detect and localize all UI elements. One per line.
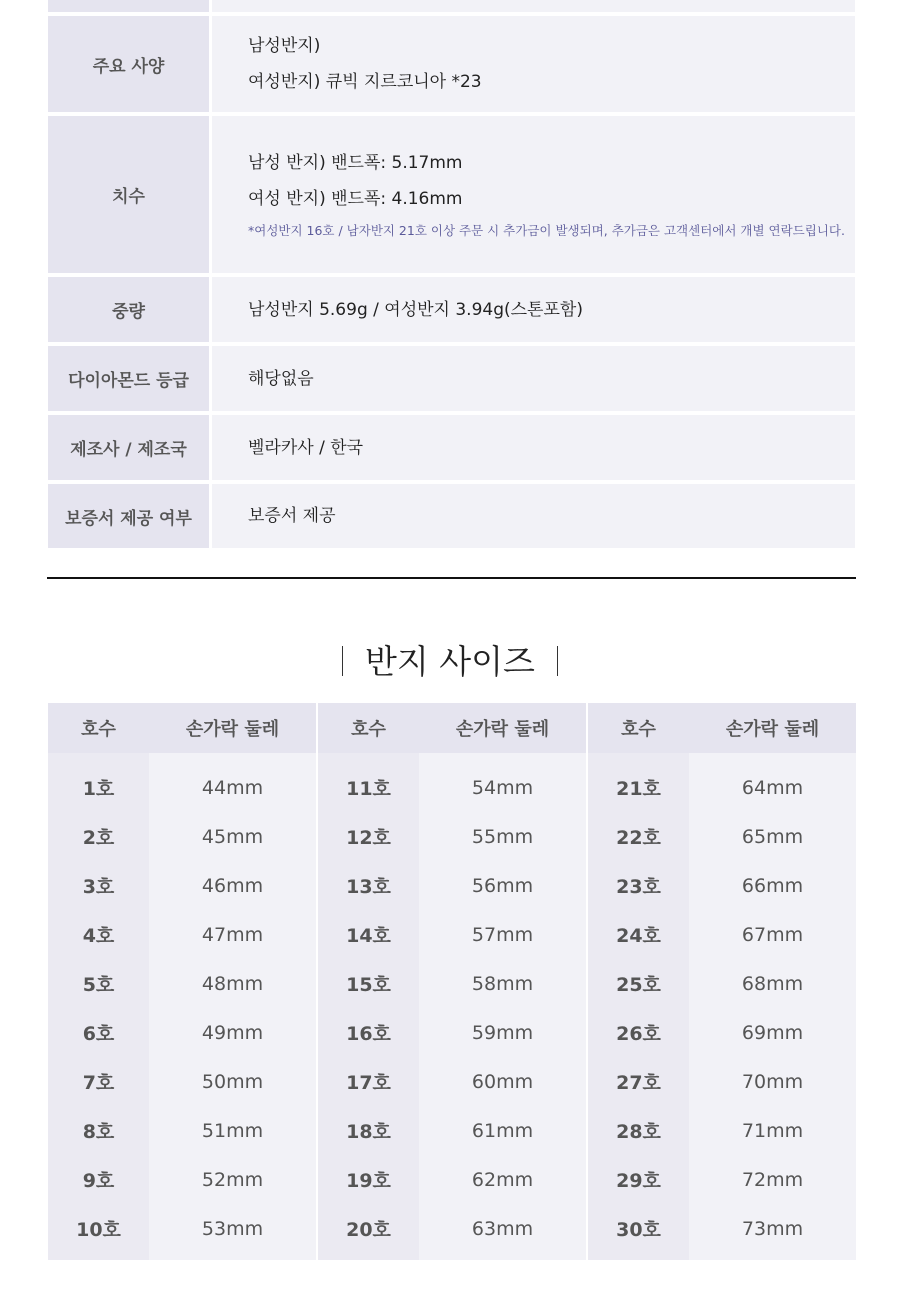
size-cell: 15호 xyxy=(346,974,391,996)
circumference-cell: 72mm xyxy=(741,1168,804,1191)
size-cell: 27호 xyxy=(616,1072,661,1094)
spec-line: 남성반지) xyxy=(248,36,321,56)
circumference-cell: 56mm xyxy=(471,874,534,897)
size-cell: 12호 xyxy=(346,827,391,849)
circumference-cell: 55mm xyxy=(471,825,534,848)
size-cell: 6호 xyxy=(82,1023,115,1045)
size-cell: 11호 xyxy=(346,778,391,800)
size-table-body xyxy=(588,753,856,1260)
spec-row-warranty xyxy=(48,484,855,548)
circumference-column xyxy=(149,753,316,1260)
circumference-cell: 69mm xyxy=(741,1021,804,1044)
size-cell: 14호 xyxy=(346,925,391,947)
size-table-header xyxy=(588,703,856,753)
circumference-cell: 70mm xyxy=(741,1070,804,1093)
size-cell: 10호 xyxy=(76,1219,121,1241)
size-header: 호수 xyxy=(81,719,116,740)
circumference-cell: 53mm xyxy=(201,1217,264,1240)
size-group xyxy=(48,703,316,1260)
size-cell: 4호 xyxy=(82,925,115,947)
size-cell: 16호 xyxy=(346,1023,391,1045)
circumference-cell: 49mm xyxy=(201,1021,264,1044)
size-cell: 18호 xyxy=(346,1121,391,1143)
size-table-header xyxy=(318,703,586,753)
size-cell: 9호 xyxy=(82,1170,115,1192)
circumference-cell: 64mm xyxy=(741,776,804,799)
size-cell: 28호 xyxy=(616,1121,661,1143)
spec-value xyxy=(212,277,855,342)
circumference-cell: 68mm xyxy=(741,972,804,995)
spec-row-diamond-grade xyxy=(48,346,855,415)
circumference-cell: 51mm xyxy=(201,1119,264,1142)
size-cell: 21호 xyxy=(616,778,661,800)
size-table-body xyxy=(48,753,316,1260)
ring-size-table xyxy=(48,703,856,1260)
circumference-cell: 52mm xyxy=(201,1168,264,1191)
size-cell: 17호 xyxy=(346,1072,391,1094)
circumference-cell: 48mm xyxy=(201,972,264,995)
size-table-header xyxy=(48,703,316,753)
size-group xyxy=(588,703,856,1260)
spec-row-weight xyxy=(48,277,855,346)
size-cell: 2호 xyxy=(82,827,115,849)
spec-value xyxy=(212,0,855,12)
spec-value xyxy=(212,346,855,411)
circumference-cell: 59mm xyxy=(471,1021,534,1044)
title-bar-right xyxy=(557,646,558,676)
product-spec-table xyxy=(48,0,855,548)
spec-value xyxy=(212,484,855,548)
size-cell: 22호 xyxy=(616,827,661,849)
spec-line: 남성 반지) 밴드폭: 5.17mm xyxy=(248,152,463,173)
circumference-cell: 73mm xyxy=(741,1217,804,1240)
spec-line: 해당없음 xyxy=(248,368,314,389)
size-column xyxy=(48,753,149,1260)
circumference-cell: 71mm xyxy=(741,1119,804,1142)
size-cell: 29호 xyxy=(616,1170,661,1192)
circumference-cell: 62mm xyxy=(471,1168,534,1191)
size-header: 호수 xyxy=(351,719,386,740)
title-bar-left xyxy=(342,646,343,676)
circumference-cell: 46mm xyxy=(201,874,264,897)
size-group xyxy=(318,703,586,1260)
size-header: 호수 xyxy=(621,719,656,740)
spec-note: *여성반지 16호 / 남자반지 21호 이상 주문 시 추가금이 발생되며, 추가금은 고객센터에서 개별 연락드립니다. xyxy=(248,222,845,238)
spec-label: 다이아몬드 등급 xyxy=(48,346,212,411)
circumference-cell: 65mm xyxy=(741,825,804,848)
size-column xyxy=(588,753,689,1260)
circumference-header: 손가락 둘레 xyxy=(725,719,820,740)
size-cell: 19호 xyxy=(346,1170,391,1192)
circumference-cell: 45mm xyxy=(201,825,264,848)
circumference-cell: 47mm xyxy=(201,923,264,946)
size-cell: 7호 xyxy=(82,1072,115,1094)
size-cell: 3호 xyxy=(82,876,115,898)
spec-label: 제조사 / 제조국 xyxy=(48,415,212,480)
size-cell: 30호 xyxy=(616,1219,661,1241)
size-cell: 13호 xyxy=(346,876,391,898)
size-cell: 26호 xyxy=(616,1023,661,1045)
size-cell: 25호 xyxy=(616,974,661,996)
spec-line: 보증서 제공 xyxy=(248,506,336,526)
circumference-cell: 44mm xyxy=(201,776,264,799)
spec-label: 주요 사양 xyxy=(48,16,212,112)
size-cell: 24호 xyxy=(616,925,661,947)
spec-label xyxy=(48,0,212,12)
circumference-cell: 61mm xyxy=(471,1119,534,1142)
size-cell: 23호 xyxy=(616,876,661,898)
spec-label: 보증서 제공 여부 xyxy=(48,484,212,548)
spec-line: 여성반지) 큐빅 지르코니아 *23 xyxy=(248,72,482,92)
spec-row-dimensions xyxy=(48,116,855,277)
spec-row-top xyxy=(48,0,855,16)
circumference-cell: 66mm xyxy=(741,874,804,897)
circumference-cell: 57mm xyxy=(471,923,534,946)
spec-row-main-spec xyxy=(48,16,855,116)
spec-line: 여성 반지) 밴드폭: 4.16mm xyxy=(248,188,463,209)
spec-label: 치수 xyxy=(48,116,212,273)
circumference-cell: 54mm xyxy=(471,776,534,799)
circumference-cell: 60mm xyxy=(471,1070,534,1093)
size-cell: 8호 xyxy=(82,1121,115,1143)
spec-value xyxy=(212,16,855,112)
circumference-cell: 63mm xyxy=(471,1217,534,1240)
size-cell: 20호 xyxy=(346,1219,391,1241)
size-column xyxy=(318,753,419,1260)
spec-row-manufacturer xyxy=(48,415,855,484)
spec-value xyxy=(212,116,855,273)
circumference-cell: 67mm xyxy=(741,923,804,946)
size-table-body xyxy=(318,753,586,1260)
spec-value xyxy=(212,415,855,480)
circumference-cell: 50mm xyxy=(201,1070,264,1093)
ring-size-title-text: 반지 사이즈 xyxy=(365,642,535,681)
circumference-column xyxy=(689,753,856,1260)
circumference-cell: 58mm xyxy=(471,972,534,995)
spec-line: 벨라카사 / 한국 xyxy=(248,437,364,458)
circumference-header: 손가락 둘레 xyxy=(455,719,550,740)
circumference-header: 손가락 둘레 xyxy=(185,719,280,740)
section-divider xyxy=(47,577,856,579)
circumference-column xyxy=(419,753,586,1260)
spec-label: 중량 xyxy=(48,277,212,342)
spec-line: 남성반지 5.69g / 여성반지 3.94g(스톤포함) xyxy=(248,299,583,320)
size-cell: 5호 xyxy=(82,974,115,996)
size-cell: 1호 xyxy=(82,778,115,800)
ring-size-title xyxy=(0,636,900,683)
